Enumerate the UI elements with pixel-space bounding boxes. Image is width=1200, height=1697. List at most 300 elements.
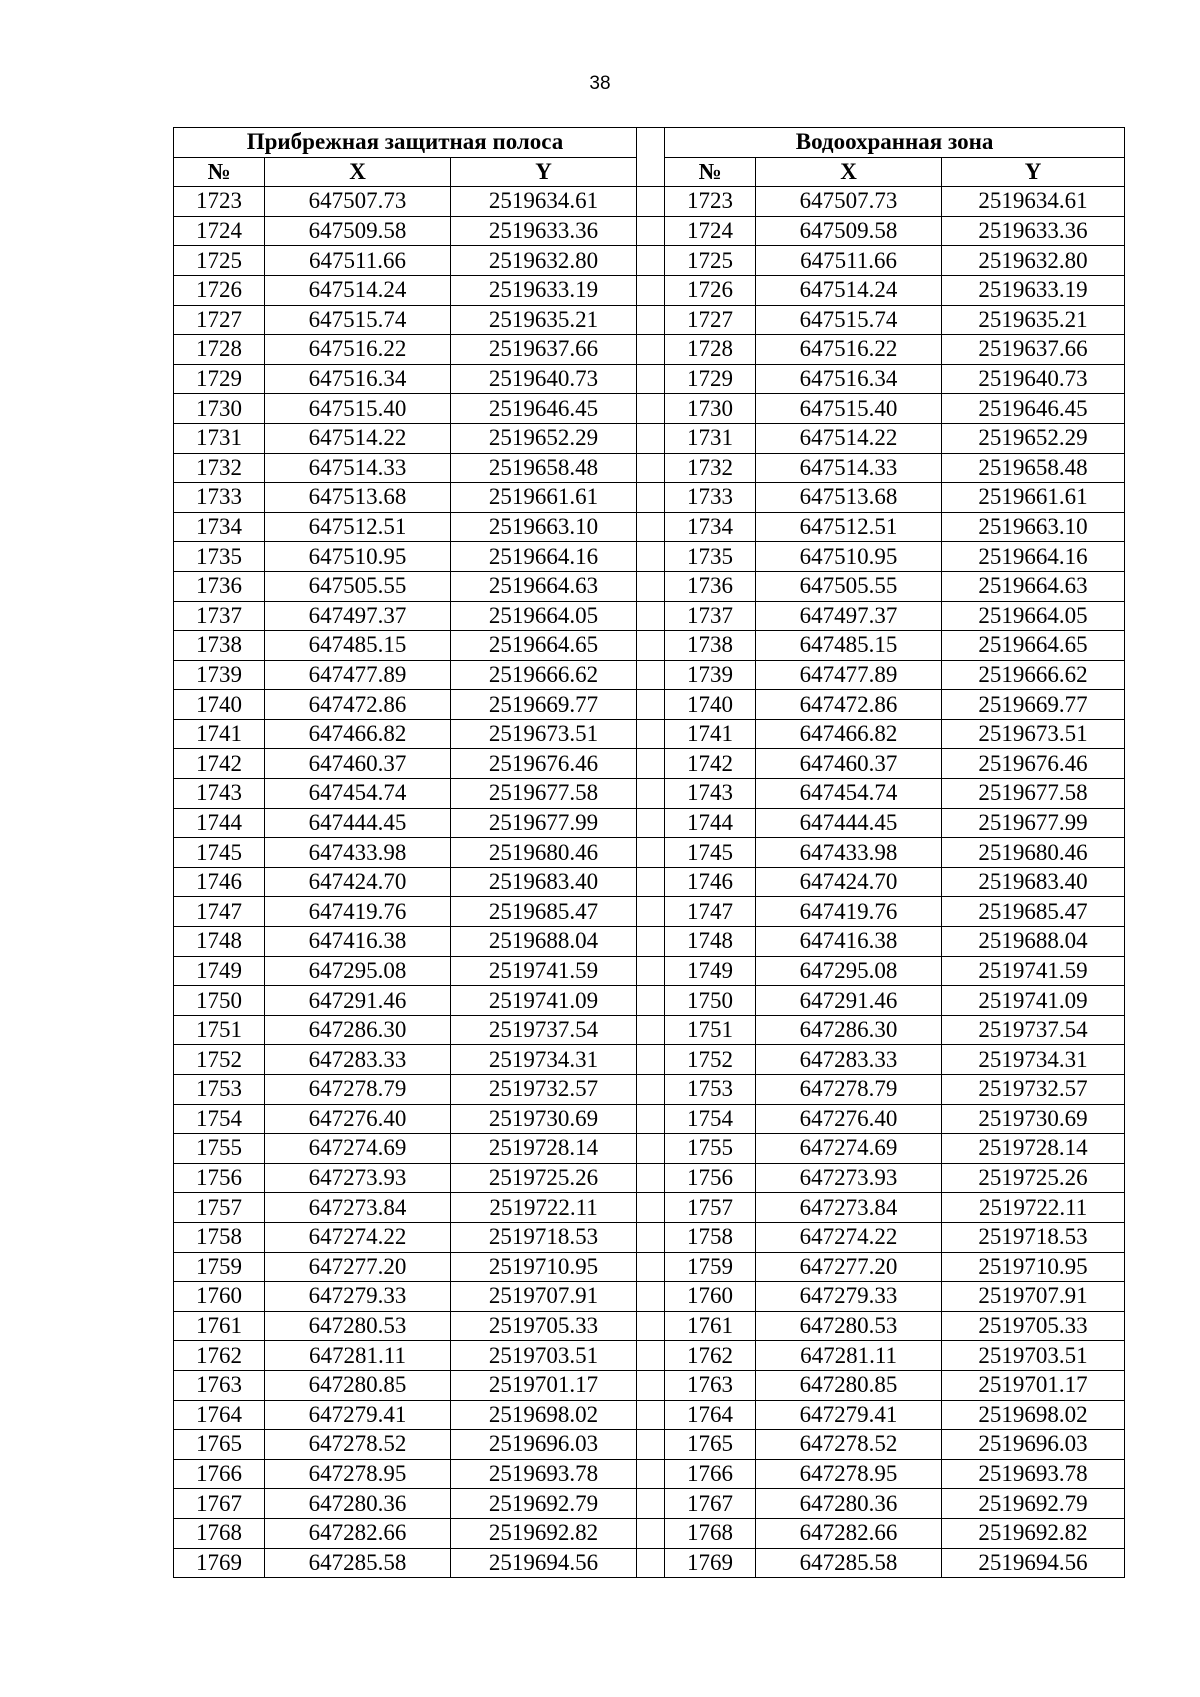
left-x-cell: 647276.40 bbox=[265, 1104, 451, 1134]
left-x-cell: 647515.74 bbox=[265, 305, 451, 335]
left-y-cell: 2519664.65 bbox=[451, 631, 637, 661]
right-x-cell: 647416.38 bbox=[756, 927, 942, 957]
left-x-cell: 647460.37 bbox=[265, 749, 451, 779]
left-x-cell: 647514.33 bbox=[265, 453, 451, 483]
table-row bbox=[174, 808, 1125, 838]
right-y-cell: 2519685.47 bbox=[942, 897, 1125, 927]
right-num-cell: 1756 bbox=[665, 1163, 756, 1193]
left-num-cell: 1763 bbox=[174, 1370, 265, 1400]
left-y-cell: 2519734.31 bbox=[451, 1045, 637, 1075]
table-row bbox=[174, 1282, 1125, 1312]
table-row bbox=[174, 986, 1125, 1016]
left-y-cell: 2519652.29 bbox=[451, 423, 637, 453]
left-y-cell: 2519677.58 bbox=[451, 779, 637, 809]
left-y-cell: 2519640.73 bbox=[451, 364, 637, 394]
left-num-cell: 1726 bbox=[174, 275, 265, 305]
right-x-cell: 647277.20 bbox=[756, 1252, 942, 1282]
table-row bbox=[174, 779, 1125, 809]
right-y-cell: 2519634.61 bbox=[942, 187, 1125, 217]
separator-cell bbox=[637, 275, 665, 305]
right-num-cell: 1738 bbox=[665, 631, 756, 661]
left-y-cell: 2519658.48 bbox=[451, 453, 637, 483]
separator-cell bbox=[637, 779, 665, 809]
left-x-cell: 647516.22 bbox=[265, 335, 451, 365]
left-x-cell: 647466.82 bbox=[265, 719, 451, 749]
table-row bbox=[174, 1548, 1125, 1578]
separator-cell bbox=[637, 660, 665, 690]
left-y-cell: 2519705.33 bbox=[451, 1311, 637, 1341]
left-num-cell: 1755 bbox=[174, 1134, 265, 1164]
left-x-cell: 647277.20 bbox=[265, 1252, 451, 1282]
right-x-cell: 647511.66 bbox=[756, 246, 942, 276]
left-y-cell: 2519688.04 bbox=[451, 927, 637, 957]
left-x-cell: 647283.33 bbox=[265, 1045, 451, 1075]
right-x-cell: 647279.41 bbox=[756, 1400, 942, 1430]
right-y-cell: 2519676.46 bbox=[942, 749, 1125, 779]
left-num-cell: 1747 bbox=[174, 897, 265, 927]
separator-cell bbox=[637, 453, 665, 483]
left-y-cell: 2519664.63 bbox=[451, 571, 637, 601]
right-y-cell: 2519732.57 bbox=[942, 1075, 1125, 1105]
table-row bbox=[174, 571, 1125, 601]
right-x-cell: 647273.93 bbox=[756, 1163, 942, 1193]
right-y-cell: 2519728.14 bbox=[942, 1134, 1125, 1164]
table-row bbox=[174, 660, 1125, 690]
table-row bbox=[174, 187, 1125, 217]
left-y-cell: 2519737.54 bbox=[451, 1015, 637, 1045]
right-y-cell: 2519683.40 bbox=[942, 867, 1125, 897]
left-num-cell: 1760 bbox=[174, 1282, 265, 1312]
left-x-cell: 647278.95 bbox=[265, 1459, 451, 1489]
left-num-cell: 1754 bbox=[174, 1104, 265, 1134]
left-y-cell: 2519741.09 bbox=[451, 986, 637, 1016]
table-row bbox=[174, 1163, 1125, 1193]
right-num-cell: 1752 bbox=[665, 1045, 756, 1075]
left-num-cell: 1735 bbox=[174, 542, 265, 572]
right-num-cell: 1766 bbox=[665, 1459, 756, 1489]
table-row bbox=[174, 1459, 1125, 1489]
left-x-cell: 647291.46 bbox=[265, 986, 451, 1016]
right-num-cell: 1745 bbox=[665, 838, 756, 868]
right-y-cell: 2519707.91 bbox=[942, 1282, 1125, 1312]
right-y-cell: 2519664.63 bbox=[942, 571, 1125, 601]
separator-cell bbox=[637, 305, 665, 335]
table-row bbox=[174, 1400, 1125, 1430]
separator-cell bbox=[637, 631, 665, 661]
left-y-cell: 2519646.45 bbox=[451, 394, 637, 424]
right-num-cell: 1761 bbox=[665, 1311, 756, 1341]
left-x-cell: 647511.66 bbox=[265, 246, 451, 276]
right-x-cell: 647505.55 bbox=[756, 571, 942, 601]
section-title-row bbox=[174, 128, 1125, 158]
right-y-cell: 2519698.02 bbox=[942, 1400, 1125, 1430]
right-x-cell: 647280.36 bbox=[756, 1489, 942, 1519]
table-row bbox=[174, 1075, 1125, 1105]
left-num-cell: 1736 bbox=[174, 571, 265, 601]
right-y-cell: 2519734.31 bbox=[942, 1045, 1125, 1075]
right-x-cell: 647286.30 bbox=[756, 1015, 942, 1045]
right-x-cell: 647510.95 bbox=[756, 542, 942, 572]
left-num-cell: 1758 bbox=[174, 1222, 265, 1252]
separator-cell bbox=[637, 719, 665, 749]
right-y-cell: 2519673.51 bbox=[942, 719, 1125, 749]
right-y-cell: 2519632.80 bbox=[942, 246, 1125, 276]
table-row bbox=[174, 1489, 1125, 1519]
left-num-cell: 1723 bbox=[174, 187, 265, 217]
separator-cell bbox=[637, 246, 665, 276]
left-y-cell: 2519730.69 bbox=[451, 1104, 637, 1134]
right-x-cell: 647433.98 bbox=[756, 838, 942, 868]
left-x-cell: 647472.86 bbox=[265, 690, 451, 720]
separator-cell bbox=[637, 1045, 665, 1075]
left-y-cell: 2519718.53 bbox=[451, 1222, 637, 1252]
right-x-cell: 647516.22 bbox=[756, 335, 942, 365]
left-x-cell: 647295.08 bbox=[265, 956, 451, 986]
separator-cell bbox=[637, 1400, 665, 1430]
left-y-cell: 2519677.99 bbox=[451, 808, 637, 838]
left-y-cell: 2519692.79 bbox=[451, 1489, 637, 1519]
left-x-cell: 647516.34 bbox=[265, 364, 451, 394]
right-y-cell: 2519664.65 bbox=[942, 631, 1125, 661]
right-x-cell: 647276.40 bbox=[756, 1104, 942, 1134]
left-x-cell: 647510.95 bbox=[265, 542, 451, 572]
separator-cell bbox=[637, 956, 665, 986]
table-row bbox=[174, 364, 1125, 394]
right-num-header: № bbox=[665, 157, 756, 187]
separator-cell bbox=[637, 1193, 665, 1223]
right-y-cell: 2519693.78 bbox=[942, 1459, 1125, 1489]
right-y-cell: 2519652.29 bbox=[942, 423, 1125, 453]
separator-cell bbox=[637, 542, 665, 572]
left-num-cell: 1741 bbox=[174, 719, 265, 749]
right-x-cell: 647291.46 bbox=[756, 986, 942, 1016]
left-x-cell: 647273.93 bbox=[265, 1163, 451, 1193]
left-y-cell: 2519663.10 bbox=[451, 512, 637, 542]
right-num-cell: 1759 bbox=[665, 1252, 756, 1282]
separator-cell bbox=[637, 986, 665, 1016]
left-y-cell: 2519673.51 bbox=[451, 719, 637, 749]
separator-cell bbox=[637, 927, 665, 957]
separator-cell bbox=[637, 1311, 665, 1341]
right-y-cell: 2519633.19 bbox=[942, 275, 1125, 305]
right-x-cell: 647278.52 bbox=[756, 1430, 942, 1460]
right-num-cell: 1728 bbox=[665, 335, 756, 365]
left-x-cell: 647477.89 bbox=[265, 660, 451, 690]
left-num-cell: 1762 bbox=[174, 1341, 265, 1371]
left-x-cell: 647513.68 bbox=[265, 483, 451, 513]
right-num-cell: 1727 bbox=[665, 305, 756, 335]
left-num-cell: 1757 bbox=[174, 1193, 265, 1223]
left-x-cell: 647416.38 bbox=[265, 927, 451, 957]
table-row bbox=[174, 423, 1125, 453]
right-y-cell: 2519640.73 bbox=[942, 364, 1125, 394]
right-y-cell: 2519661.61 bbox=[942, 483, 1125, 513]
table-row bbox=[174, 453, 1125, 483]
left-num-cell: 1724 bbox=[174, 216, 265, 246]
left-num-cell: 1725 bbox=[174, 246, 265, 276]
left-x-cell: 647514.22 bbox=[265, 423, 451, 453]
separator-cell bbox=[637, 601, 665, 631]
left-num-cell: 1730 bbox=[174, 394, 265, 424]
left-y-cell: 2519661.61 bbox=[451, 483, 637, 513]
left-num-cell: 1731 bbox=[174, 423, 265, 453]
table-row bbox=[174, 1341, 1125, 1371]
table-row bbox=[174, 275, 1125, 305]
right-num-cell: 1755 bbox=[665, 1134, 756, 1164]
right-y-cell: 2519635.21 bbox=[942, 305, 1125, 335]
table-row bbox=[174, 897, 1125, 927]
separator-cell bbox=[637, 838, 665, 868]
left-num-cell: 1748 bbox=[174, 927, 265, 957]
right-y-cell: 2519663.10 bbox=[942, 512, 1125, 542]
separator-cell bbox=[637, 1282, 665, 1312]
left-x-cell: 647279.33 bbox=[265, 1282, 451, 1312]
left-num-cell: 1768 bbox=[174, 1518, 265, 1548]
separator-cell bbox=[637, 1430, 665, 1460]
left-y-cell: 2519694.56 bbox=[451, 1548, 637, 1578]
right-x-cell: 647485.15 bbox=[756, 631, 942, 661]
right-y-cell: 2519705.33 bbox=[942, 1311, 1125, 1341]
separator-cell bbox=[637, 483, 665, 513]
right-x-cell: 647278.95 bbox=[756, 1459, 942, 1489]
left-x-cell: 647280.53 bbox=[265, 1311, 451, 1341]
separator-cell bbox=[637, 690, 665, 720]
page-number: 38 bbox=[589, 73, 611, 94]
right-x-cell: 647283.33 bbox=[756, 1045, 942, 1075]
right-x-cell: 647509.58 bbox=[756, 216, 942, 246]
right-num-cell: 1732 bbox=[665, 453, 756, 483]
left-num-cell: 1745 bbox=[174, 838, 265, 868]
table-row bbox=[174, 483, 1125, 513]
left-num-cell: 1739 bbox=[174, 660, 265, 690]
right-num-cell: 1741 bbox=[665, 719, 756, 749]
left-num-cell: 1746 bbox=[174, 867, 265, 897]
table-row bbox=[174, 512, 1125, 542]
right-num-cell: 1750 bbox=[665, 986, 756, 1016]
table-row bbox=[174, 927, 1125, 957]
left-num-cell: 1738 bbox=[174, 631, 265, 661]
left-y-cell: 2519698.02 bbox=[451, 1400, 637, 1430]
right-y-cell: 2519658.48 bbox=[942, 453, 1125, 483]
left-y-cell: 2519741.59 bbox=[451, 956, 637, 986]
right-num-cell: 1723 bbox=[665, 187, 756, 217]
table-row bbox=[174, 1370, 1125, 1400]
right-num-cell: 1754 bbox=[665, 1104, 756, 1134]
left-num-cell: 1728 bbox=[174, 335, 265, 365]
right-num-cell: 1749 bbox=[665, 956, 756, 986]
left-num-cell: 1753 bbox=[174, 1075, 265, 1105]
left-num-cell: 1733 bbox=[174, 483, 265, 513]
right-x-cell: 647280.85 bbox=[756, 1370, 942, 1400]
left-x-cell: 647280.85 bbox=[265, 1370, 451, 1400]
right-num-cell: 1734 bbox=[665, 512, 756, 542]
table-row bbox=[174, 601, 1125, 631]
right-num-cell: 1748 bbox=[665, 927, 756, 957]
left-y-cell: 2519703.51 bbox=[451, 1341, 637, 1371]
left-y-cell: 2519676.46 bbox=[451, 749, 637, 779]
table-row bbox=[174, 305, 1125, 335]
table-row bbox=[174, 749, 1125, 779]
right-num-cell: 1765 bbox=[665, 1430, 756, 1460]
table-row bbox=[174, 216, 1125, 246]
table-row bbox=[174, 1193, 1125, 1223]
right-x-header: X bbox=[756, 157, 942, 187]
right-num-cell: 1747 bbox=[665, 897, 756, 927]
right-num-cell: 1767 bbox=[665, 1489, 756, 1519]
right-y-cell: 2519646.45 bbox=[942, 394, 1125, 424]
left-num-cell: 1734 bbox=[174, 512, 265, 542]
right-x-cell: 647513.68 bbox=[756, 483, 942, 513]
left-x-cell: 647281.11 bbox=[265, 1341, 451, 1371]
left-y-cell: 2519633.36 bbox=[451, 216, 637, 246]
right-y-cell: 2519677.58 bbox=[942, 779, 1125, 809]
right-x-cell: 647514.33 bbox=[756, 453, 942, 483]
left-x-cell: 647433.98 bbox=[265, 838, 451, 868]
table-row bbox=[174, 1045, 1125, 1075]
right-y-cell: 2519710.95 bbox=[942, 1252, 1125, 1282]
column-separator bbox=[637, 128, 665, 187]
right-x-cell: 647295.08 bbox=[756, 956, 942, 986]
left-y-cell: 2519701.17 bbox=[451, 1370, 637, 1400]
left-y-cell: 2519664.05 bbox=[451, 601, 637, 631]
left-num-cell: 1744 bbox=[174, 808, 265, 838]
right-num-cell: 1731 bbox=[665, 423, 756, 453]
right-x-cell: 647516.34 bbox=[756, 364, 942, 394]
left-y-cell: 2519693.78 bbox=[451, 1459, 637, 1489]
right-x-cell: 647515.74 bbox=[756, 305, 942, 335]
right-y-cell: 2519694.56 bbox=[942, 1548, 1125, 1578]
right-num-cell: 1746 bbox=[665, 867, 756, 897]
right-x-cell: 647273.84 bbox=[756, 1193, 942, 1223]
right-x-cell: 647460.37 bbox=[756, 749, 942, 779]
separator-cell bbox=[637, 1104, 665, 1134]
right-num-cell: 1760 bbox=[665, 1282, 756, 1312]
separator-cell bbox=[637, 216, 665, 246]
left-x-header: X bbox=[265, 157, 451, 187]
table-row bbox=[174, 1104, 1125, 1134]
left-num-cell: 1756 bbox=[174, 1163, 265, 1193]
right-x-cell: 647454.74 bbox=[756, 779, 942, 809]
separator-cell bbox=[637, 1075, 665, 1105]
right-y-cell: 2519664.05 bbox=[942, 601, 1125, 631]
separator-cell bbox=[637, 187, 665, 217]
right-y-cell: 2519688.04 bbox=[942, 927, 1125, 957]
left-y-cell: 2519696.03 bbox=[451, 1430, 637, 1460]
separator-cell bbox=[637, 1548, 665, 1578]
left-y-cell: 2519710.95 bbox=[451, 1252, 637, 1282]
right-num-cell: 1768 bbox=[665, 1518, 756, 1548]
right-x-cell: 647497.37 bbox=[756, 601, 942, 631]
right-x-cell: 647514.24 bbox=[756, 275, 942, 305]
separator-cell bbox=[637, 571, 665, 601]
left-num-cell: 1727 bbox=[174, 305, 265, 335]
separator-cell bbox=[637, 364, 665, 394]
separator-cell bbox=[637, 1518, 665, 1548]
separator-cell bbox=[637, 1222, 665, 1252]
right-num-cell: 1769 bbox=[665, 1548, 756, 1578]
right-x-cell: 647280.53 bbox=[756, 1311, 942, 1341]
left-y-cell: 2519637.66 bbox=[451, 335, 637, 365]
left-y-cell: 2519635.21 bbox=[451, 305, 637, 335]
left-x-cell: 647485.15 bbox=[265, 631, 451, 661]
right-y-cell: 2519692.79 bbox=[942, 1489, 1125, 1519]
left-section-title: Прибрежная защитная полоса bbox=[174, 128, 637, 158]
separator-cell bbox=[637, 808, 665, 838]
left-num-cell: 1767 bbox=[174, 1489, 265, 1519]
right-x-cell: 647477.89 bbox=[756, 660, 942, 690]
left-y-cell: 2519669.77 bbox=[451, 690, 637, 720]
right-x-cell: 647279.33 bbox=[756, 1282, 942, 1312]
left-num-cell: 1764 bbox=[174, 1400, 265, 1430]
left-y-cell: 2519683.40 bbox=[451, 867, 637, 897]
left-x-cell: 647286.30 bbox=[265, 1015, 451, 1045]
right-y-cell: 2519637.66 bbox=[942, 335, 1125, 365]
right-x-cell: 647419.76 bbox=[756, 897, 942, 927]
left-x-cell: 647274.69 bbox=[265, 1134, 451, 1164]
table-row bbox=[174, 631, 1125, 661]
left-x-cell: 647514.24 bbox=[265, 275, 451, 305]
left-num-cell: 1732 bbox=[174, 453, 265, 483]
right-y-cell: 2519737.54 bbox=[942, 1015, 1125, 1045]
table-body bbox=[174, 187, 1125, 1578]
separator-cell bbox=[637, 394, 665, 424]
right-num-cell: 1753 bbox=[665, 1075, 756, 1105]
left-y-cell: 2519666.62 bbox=[451, 660, 637, 690]
right-x-cell: 647285.58 bbox=[756, 1548, 942, 1578]
right-y-cell: 2519664.16 bbox=[942, 542, 1125, 572]
right-section-title: Водоохранная зона bbox=[665, 128, 1125, 158]
separator-cell bbox=[637, 1341, 665, 1371]
separator-cell bbox=[637, 897, 665, 927]
right-num-cell: 1758 bbox=[665, 1222, 756, 1252]
left-num-cell: 1740 bbox=[174, 690, 265, 720]
separator-cell bbox=[637, 1370, 665, 1400]
table-row bbox=[174, 719, 1125, 749]
left-x-cell: 647274.22 bbox=[265, 1222, 451, 1252]
right-x-cell: 647515.40 bbox=[756, 394, 942, 424]
left-num-cell: 1743 bbox=[174, 779, 265, 809]
separator-cell bbox=[637, 512, 665, 542]
left-x-cell: 647497.37 bbox=[265, 601, 451, 631]
right-num-cell: 1724 bbox=[665, 216, 756, 246]
left-num-cell: 1737 bbox=[174, 601, 265, 631]
left-x-cell: 647512.51 bbox=[265, 512, 451, 542]
right-x-cell: 647466.82 bbox=[756, 719, 942, 749]
separator-cell bbox=[637, 1459, 665, 1489]
right-x-cell: 647424.70 bbox=[756, 867, 942, 897]
left-num-cell: 1729 bbox=[174, 364, 265, 394]
right-x-cell: 647507.73 bbox=[756, 187, 942, 217]
right-x-cell: 647512.51 bbox=[756, 512, 942, 542]
right-num-cell: 1736 bbox=[665, 571, 756, 601]
coordinates-table bbox=[173, 127, 1125, 1578]
right-y-cell: 2519722.11 bbox=[942, 1193, 1125, 1223]
right-y-cell: 2519677.99 bbox=[942, 808, 1125, 838]
right-num-cell: 1764 bbox=[665, 1400, 756, 1430]
table-row bbox=[174, 690, 1125, 720]
left-y-header: Y bbox=[451, 157, 637, 187]
left-y-cell: 2519728.14 bbox=[451, 1134, 637, 1164]
table-row bbox=[174, 542, 1125, 572]
left-x-cell: 647278.52 bbox=[265, 1430, 451, 1460]
right-num-cell: 1737 bbox=[665, 601, 756, 631]
right-y-cell: 2519703.51 bbox=[942, 1341, 1125, 1371]
left-y-cell: 2519633.19 bbox=[451, 275, 637, 305]
left-num-cell: 1761 bbox=[174, 1311, 265, 1341]
table-row bbox=[174, 246, 1125, 276]
right-num-cell: 1729 bbox=[665, 364, 756, 394]
separator-cell bbox=[637, 335, 665, 365]
